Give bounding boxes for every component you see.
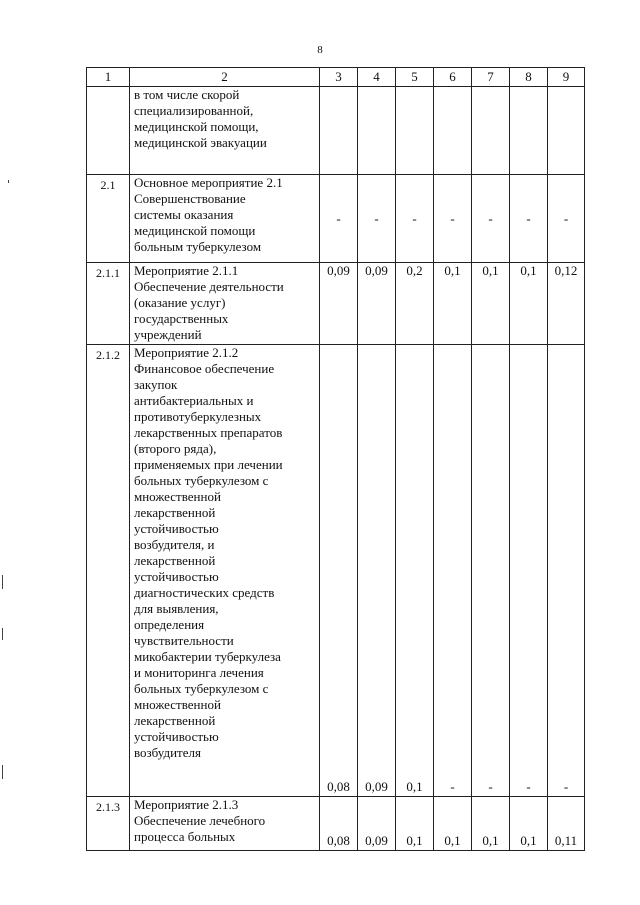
page-number: 8 — [317, 44, 323, 56]
header-cell-9: 9 — [548, 68, 585, 87]
value-cell-col-5: 0,1 — [396, 345, 434, 797]
description-line: больных туберкулезом с — [134, 681, 269, 696]
value-cell-col-4: 0,09 — [358, 263, 396, 345]
description-line: Мероприятие 2.1.3 — [134, 797, 239, 812]
value-cell-col-4: 0,09 — [358, 345, 396, 797]
value-cell-col-4: - — [358, 175, 396, 263]
value-cell-col-6: 0,1 — [434, 797, 472, 851]
table-row — [87, 263, 585, 345]
header-cell-6: 6 — [434, 68, 472, 87]
value-cell-col-6: - — [434, 345, 472, 797]
header-cell-8: 8 — [510, 68, 548, 87]
row-description — [130, 175, 320, 263]
value-cell-col-7 — [472, 87, 510, 175]
row-description — [130, 263, 320, 345]
description-line: чувствительности — [134, 633, 234, 648]
description-line: устойчивостью — [134, 729, 219, 744]
value-cell-col-8: - — [510, 175, 548, 263]
description-line: Совершенствование — [134, 191, 246, 206]
description-line: применяемых при лечении — [134, 457, 283, 472]
row-number: 2.1.1 — [87, 263, 130, 345]
scan-mark — [2, 575, 3, 589]
description-line: лекарственных препаратов — [134, 425, 283, 440]
description-line: возбудителя, и — [134, 537, 215, 552]
value-cell-col-7: - — [472, 345, 510, 797]
header-cell-5: 5 — [396, 68, 434, 87]
description-line: для выявления, — [134, 601, 219, 616]
table-row — [87, 175, 585, 263]
description-line: лекарственной — [134, 553, 216, 568]
description-line: закупок — [134, 377, 178, 392]
value-cell-col-5: 0,1 — [396, 797, 434, 851]
table-row — [87, 87, 585, 175]
table-row — [87, 345, 585, 797]
value-cell-col-9: - — [548, 345, 585, 797]
description-line: в том числе скорой — [134, 87, 240, 102]
value-cell-col-9 — [548, 87, 585, 175]
row-number: 2.1.3 — [87, 797, 130, 851]
description-line: специализированной, — [134, 103, 254, 118]
description-line: больных туберкулезом с — [134, 473, 269, 488]
description-line: устойчивостью — [134, 569, 219, 584]
scan-mark — [2, 628, 3, 640]
description-line: государственных — [134, 311, 229, 326]
description-line: множественной — [134, 489, 221, 504]
description-line: медицинской помощи, — [134, 119, 259, 134]
description-line: Мероприятие 2.1.1 — [134, 263, 239, 278]
value-cell-col-3: 0,09 — [320, 263, 358, 345]
description-line: определения — [134, 617, 205, 632]
value-cell-col-8: 0,1 — [510, 797, 548, 851]
header-row — [87, 68, 585, 87]
value-cell-col-8: - — [510, 345, 548, 797]
row-description — [130, 345, 320, 797]
description-line: диагностических средств — [134, 585, 275, 600]
value-cell-col-8: 0,1 — [510, 263, 548, 345]
row-description — [130, 87, 320, 175]
description-line: учреждений — [134, 327, 202, 342]
description-line: возбудителя — [134, 745, 201, 760]
description-line: Финансовое обеспечение — [134, 361, 275, 376]
value-cell-col-5 — [396, 87, 434, 175]
value-cell-col-4 — [358, 87, 396, 175]
description-line: Обеспечение деятельности — [134, 279, 284, 294]
value-cell-col-9: 0,12 — [548, 263, 585, 345]
description-line: медицинской эвакуации — [134, 135, 267, 150]
description-line: устойчивостью — [134, 521, 219, 536]
value-cell-col-3: - — [320, 175, 358, 263]
description-line: Основное мероприятие 2.1 — [134, 175, 283, 190]
description-line: больным туберкулезом — [134, 239, 262, 254]
value-cell-col-3: 0,08 — [320, 797, 358, 851]
value-cell-col-8 — [510, 87, 548, 175]
description-line: множественной — [134, 697, 221, 712]
header-cell-3: 3 — [320, 68, 358, 87]
description-line: противотуберкулезных — [134, 409, 262, 424]
description-line: процесса больных — [134, 829, 236, 844]
description-line: (второго ряда), — [134, 441, 217, 456]
row-number — [87, 87, 130, 175]
table-row — [87, 797, 585, 851]
value-cell-col-5: - — [396, 175, 434, 263]
program-table — [86, 67, 585, 851]
value-cell-col-7: - — [472, 175, 510, 263]
description-line: медицинской помощи — [134, 223, 256, 238]
value-cell-col-9: 0,11 — [548, 797, 585, 851]
description-line: системы оказания — [134, 207, 234, 222]
value-cell-col-3 — [320, 87, 358, 175]
description-line: Обеспечение лечебного — [134, 813, 266, 828]
scan-mark — [2, 765, 3, 779]
scan-mark — [8, 180, 9, 183]
description-line: лекарственной — [134, 505, 216, 520]
value-cell-col-7: 0,1 — [472, 263, 510, 345]
description-line: лекарственной — [134, 713, 216, 728]
description-line: (оказание услуг) — [134, 295, 226, 310]
description-line: Мероприятие 2.1.2 — [134, 345, 239, 360]
value-cell-col-9: - — [548, 175, 585, 263]
header-cell-1: 1 — [87, 68, 130, 87]
value-cell-col-5: 0,2 — [396, 263, 434, 345]
header-cell-7: 7 — [472, 68, 510, 87]
description-line: и мониторинга лечения — [134, 665, 264, 680]
value-cell-col-3: 0,08 — [320, 345, 358, 797]
header-cell-4: 4 — [358, 68, 396, 87]
value-cell-col-7: 0,1 — [472, 797, 510, 851]
row-number: 2.1 — [87, 175, 130, 263]
value-cell-col-6: - — [434, 175, 472, 263]
description-line: микобактерии туберкулеза — [134, 649, 281, 664]
row-description — [130, 797, 320, 851]
value-cell-col-6: 0,1 — [434, 263, 472, 345]
value-cell-col-6 — [434, 87, 472, 175]
header-cell-2: 2 — [130, 68, 320, 87]
description-line: антибактериальных и — [134, 393, 254, 408]
value-cell-col-4: 0,09 — [358, 797, 396, 851]
row-number: 2.1.2 — [87, 345, 130, 797]
